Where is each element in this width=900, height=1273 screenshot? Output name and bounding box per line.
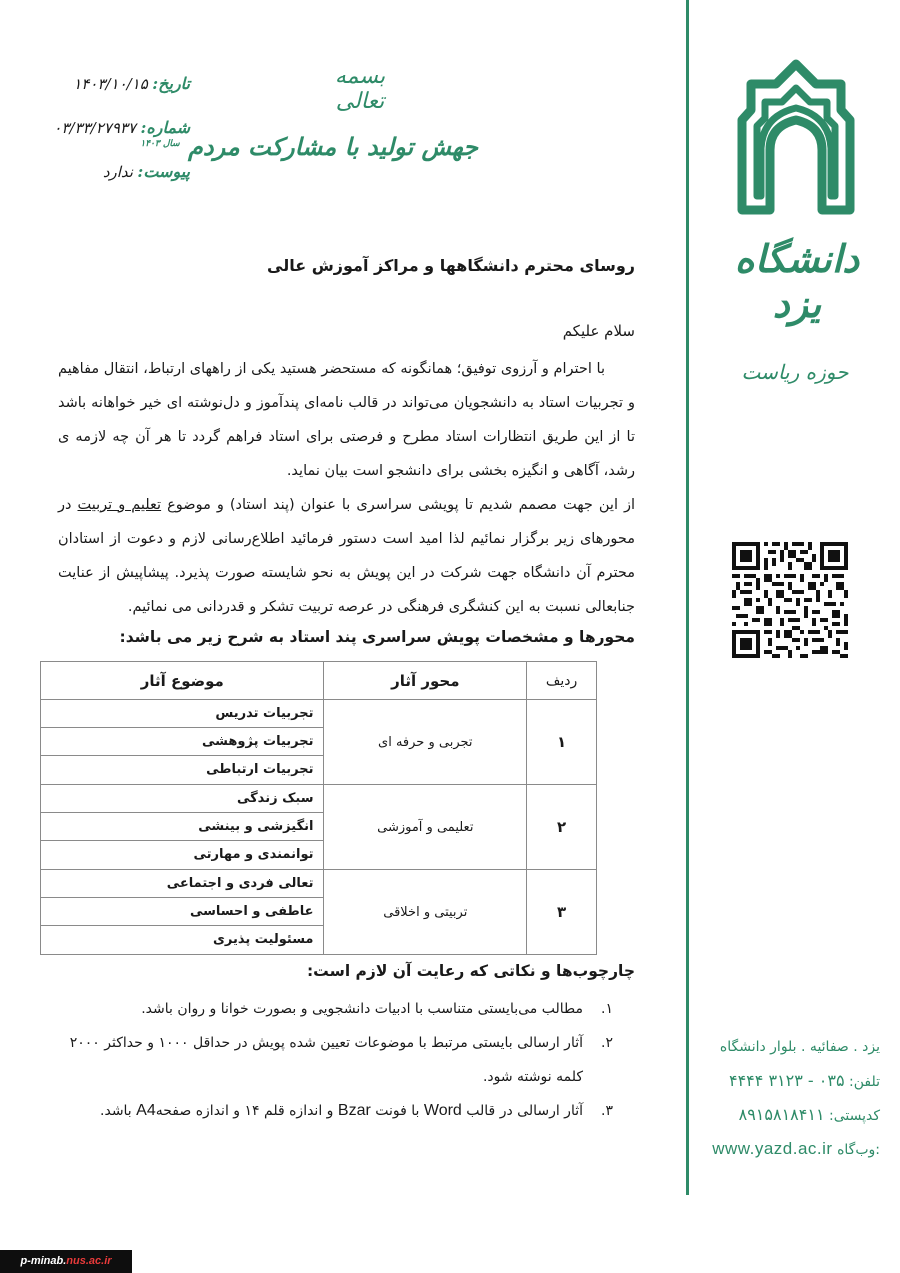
paragraph-1: با احترام و آرزوی توفیق؛ همانگونه که مستحضر هستید یکی از راههای ارتباط، انتقال مفاهیم و تجربیات استاد به دانشجویان می‌تواند در قالب نامه‌ای پندآموز و دل‌نوشته ای خیر خواهانه باشد تا از این طریق انتظارات استاد مطرح و فرصتی برای استاد فراهم گردد تا هر آن چه لازمه ی رشد، آگاهی و انگیزه بخشی برای دانشجو است بیان نماید. bbox=[58, 361, 635, 479]
date-row bbox=[40, 62, 190, 106]
rule-format-word: Word bbox=[423, 1102, 462, 1119]
topic-item: مسئولیت پذیری bbox=[213, 932, 314, 947]
row-number: ۱ bbox=[527, 700, 597, 785]
phone-label: تلفن: bbox=[849, 1074, 880, 1090]
slogan-text: جهش تولید با مشارکت مردم bbox=[188, 132, 478, 161]
row-axis: تربیتی و اخلاقی bbox=[324, 870, 527, 955]
website-label: وب‌گاه: bbox=[837, 1142, 880, 1158]
rule-text-a: آثار ارسالی در قالب bbox=[466, 1103, 583, 1119]
topic-item: تعالی فردی و اجتماعی bbox=[41, 870, 323, 898]
qr-code-icon bbox=[732, 542, 848, 658]
rule-text-c: و اندازه قلم ۱۴ و اندازه صفحه bbox=[155, 1103, 334, 1119]
table-row bbox=[41, 700, 597, 785]
attachment-value: ندارد bbox=[102, 163, 133, 181]
row-topics bbox=[41, 700, 324, 785]
greeting: سلام علیکم bbox=[562, 322, 635, 340]
topic-item: تجربیات پژوهشی bbox=[41, 728, 323, 756]
rule-page-size: A4 bbox=[136, 1102, 156, 1119]
website-row bbox=[695, 1132, 880, 1166]
paragraph-2-start: از این جهت مصمم شدیم تا پویشی سراسری با عنوان (پند استاد) و موضوع bbox=[167, 497, 636, 513]
watermark-domain: nus.ac.ir bbox=[66, 1255, 112, 1267]
header-row-number: ردیف bbox=[527, 662, 597, 700]
postal-label: کدپستی: bbox=[828, 1108, 880, 1124]
university-name: دانشگاه یزد bbox=[734, 236, 860, 326]
recipient: روسای محترم دانشگاهها و مراکز آموزش عالی bbox=[267, 256, 635, 275]
topic-item: توانمندی و مهارتی bbox=[193, 847, 314, 862]
header-axis: محور آثار bbox=[324, 662, 527, 700]
row-number: ۳ bbox=[527, 870, 597, 955]
rule-number: ۲. bbox=[601, 1035, 613, 1051]
postal-row bbox=[695, 1098, 880, 1132]
rule-text: آثار ارسالی بایستی مرتبط با موضوعات تعیین شده پویش در حداقل ۱۰۰۰ و حداکثر ۲۰۰۰ کلمه نوشته شود. bbox=[69, 1035, 583, 1085]
postal-value: ۸۹۱۵۸۱۸۴۱۱ bbox=[738, 1105, 825, 1124]
office-title: حوزه ریاست bbox=[741, 360, 849, 384]
bismillah: بسمه تعالی bbox=[334, 64, 386, 114]
table-row bbox=[41, 870, 597, 955]
number-value: ۰۳/۳۳/۲۷۹۳۷ bbox=[53, 119, 136, 137]
paragraph-2 bbox=[58, 488, 635, 624]
axes-heading: محورها و مشخصات پویش سراسری پند استاد به شرح زیر می باشد: bbox=[119, 628, 635, 646]
university-logo-icon bbox=[737, 58, 855, 216]
paragraph-2-end: در محورهای زیر برگزار نمائیم لذا امید است دستور فرمائید اطلاع‌رسانی لازم و دعوت از استادان محترم آن دانشگاه جهت شرکت در این پویش به نحو شایسته صورت پذیرد. پیشاپیش از عنایت جنابعالی نسبت به این کنشگری فرهنگی در عرصه تربیت تشکر و قدردانی می نمائیم. bbox=[58, 497, 635, 615]
date-label: تاریخ: bbox=[152, 74, 190, 93]
table-row bbox=[41, 785, 597, 870]
date-value: ۱۴۰۳/۱۰/۱۵ bbox=[73, 75, 148, 93]
topic-item: تجربیات ارتباطی bbox=[206, 762, 314, 777]
phone-row bbox=[695, 1064, 880, 1098]
number-label: شماره: bbox=[140, 118, 190, 137]
slogan-year: سال ۱۴۰۳ bbox=[140, 139, 180, 149]
list-item bbox=[58, 1094, 613, 1128]
table-header-row bbox=[41, 662, 597, 700]
rule-number: ۱. bbox=[601, 1001, 613, 1017]
letter-meta bbox=[40, 62, 190, 194]
rule-text-b: با فونت bbox=[375, 1103, 420, 1119]
rule-text: مطالب می‌بایستی متناسب با ادبیات دانشجویی و بصورت خوانا و روان باشد. bbox=[141, 1001, 583, 1017]
topic-item: انگیزشی و بینشی bbox=[41, 813, 323, 841]
row-topics bbox=[41, 870, 324, 955]
row-number: ۲ bbox=[527, 785, 597, 870]
row-axis: تعلیمی و آموزشی bbox=[324, 785, 527, 870]
header-topic: موضوع آثار bbox=[41, 662, 324, 700]
rule-font-name: Bzar bbox=[337, 1102, 371, 1119]
list-item bbox=[58, 1026, 613, 1094]
axes-table bbox=[40, 661, 597, 955]
watermark-prefix: p-minab. bbox=[20, 1255, 67, 1267]
rules-heading: چارچوب‌ها و نکاتی که رعایت آن لازم است: bbox=[306, 962, 635, 980]
year-slogan bbox=[140, 132, 478, 161]
rule-number: ۳. bbox=[601, 1103, 613, 1119]
paragraph-2-underlined: تعلیم و تربیت bbox=[77, 497, 162, 513]
row-topics bbox=[41, 785, 324, 870]
letter-body bbox=[58, 352, 635, 624]
contact-info bbox=[695, 1030, 880, 1166]
topic-item: تجربیات تدریس bbox=[41, 700, 323, 728]
list-item bbox=[58, 992, 613, 1026]
watermark-badge bbox=[0, 1250, 132, 1273]
website-link[interactable]: www.yazd.ac.ir bbox=[712, 1139, 833, 1158]
topic-item: سبک زندگی bbox=[41, 785, 323, 813]
topic-item: عاطفی و احساسی bbox=[41, 898, 323, 926]
row-axis: تجربی و حرفه ای bbox=[324, 700, 527, 785]
address: یزد . صفائیه . بلوار دانشگاه bbox=[719, 1039, 880, 1055]
phone-value: ۰۳۵ - ۳۱۲۳ ۴۴۴۴ bbox=[728, 1071, 845, 1090]
rule-text-d: باشد. bbox=[100, 1103, 132, 1119]
rules-list bbox=[58, 992, 613, 1128]
attachment-label: پیوست: bbox=[137, 162, 190, 181]
vertical-divider bbox=[686, 0, 689, 1195]
